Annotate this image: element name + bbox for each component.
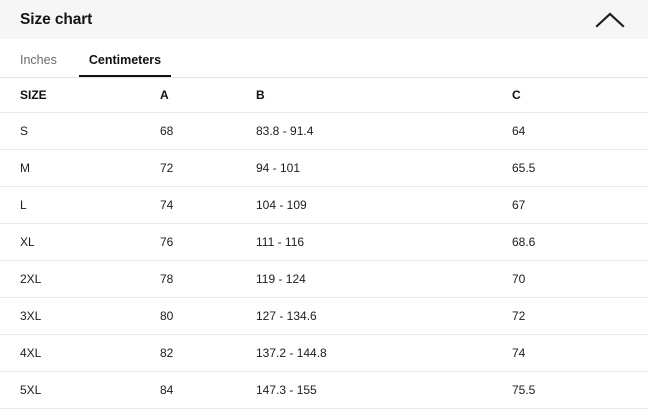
- cell-c: 70: [512, 261, 648, 298]
- cell-b: 127 - 134.6: [256, 298, 512, 335]
- cell-a: 74: [160, 187, 256, 224]
- cell-size: L: [0, 187, 160, 224]
- chevron-up-icon: [595, 11, 625, 29]
- cell-b: 147.3 - 155: [256, 372, 512, 409]
- collapse-button[interactable]: [590, 5, 630, 35]
- cell-a: 78: [160, 261, 256, 298]
- cell-a: 84: [160, 372, 256, 409]
- unit-tabs: [0, 40, 648, 78]
- cell-size: XL: [0, 224, 160, 261]
- cell-c: 72: [512, 298, 648, 335]
- page-title: Size chart: [20, 10, 93, 28]
- cell-size: M: [0, 150, 160, 187]
- cell-a: 68: [160, 113, 256, 150]
- table-header-row: [0, 78, 648, 113]
- cell-a: 72: [160, 150, 256, 187]
- tab-centimeters[interactable]: Centimeters: [79, 54, 171, 78]
- table-row: [0, 372, 648, 409]
- table-header: [0, 78, 648, 113]
- column-header-b: B: [256, 78, 512, 113]
- column-header-a: A: [160, 78, 256, 113]
- table-row: [0, 335, 648, 372]
- cell-size: 2XL: [0, 261, 160, 298]
- cell-c: 74: [512, 335, 648, 372]
- cell-b: 83.8 - 91.4: [256, 113, 512, 150]
- cell-c: 64: [512, 113, 648, 150]
- size-chart-table: [0, 78, 648, 409]
- table-row: [0, 261, 648, 298]
- table-row: [0, 298, 648, 335]
- cell-c: 68.6: [512, 224, 648, 261]
- cell-size: 4XL: [0, 335, 160, 372]
- table-body: [0, 113, 648, 409]
- table-row: [0, 113, 648, 150]
- cell-size: 3XL: [0, 298, 160, 335]
- cell-c: 65.5: [512, 150, 648, 187]
- cell-b: 119 - 124: [256, 261, 512, 298]
- cell-b: 111 - 116: [256, 224, 512, 261]
- column-header-c: C: [512, 78, 648, 113]
- cell-a: 76: [160, 224, 256, 261]
- cell-b: 94 - 101: [256, 150, 512, 187]
- column-header-size: SIZE: [0, 78, 160, 113]
- cell-size: S: [0, 113, 160, 150]
- size-chart-header: [0, 0, 648, 40]
- cell-c: 75.5: [512, 372, 648, 409]
- table-row: [0, 224, 648, 261]
- table-row: [0, 187, 648, 224]
- cell-a: 80: [160, 298, 256, 335]
- cell-size: 5XL: [0, 372, 160, 409]
- tab-inches[interactable]: Inches: [20, 52, 57, 67]
- cell-b: 104 - 109: [256, 187, 512, 224]
- cell-b: 137.2 - 144.8: [256, 335, 512, 372]
- table-row: [0, 150, 648, 187]
- cell-a: 82: [160, 335, 256, 372]
- cell-c: 67: [512, 187, 648, 224]
